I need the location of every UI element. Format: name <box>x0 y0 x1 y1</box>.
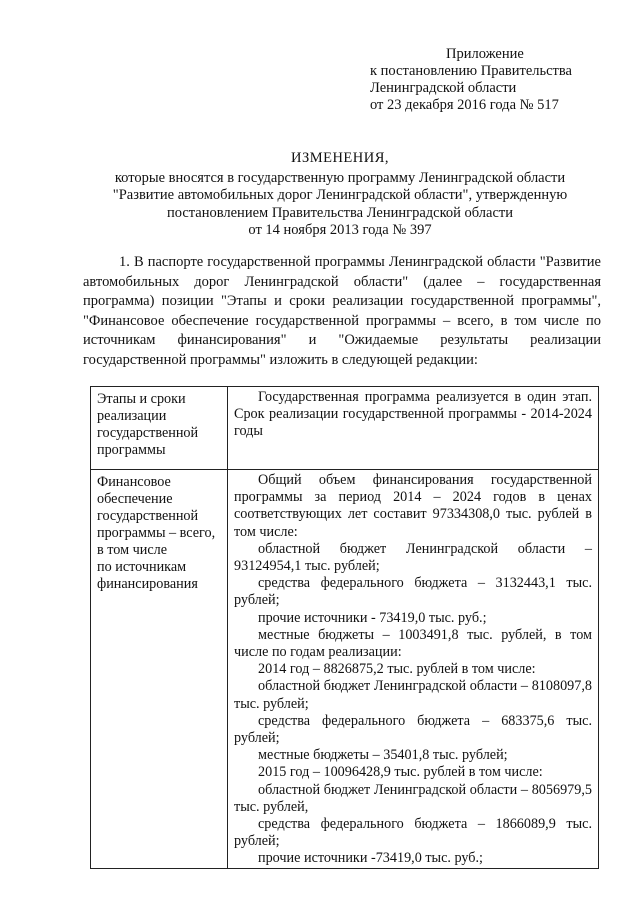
financing-entry: областной бюджет Ленинградской области – 93124954,1 тыс. рублей; <box>234 540 592 575</box>
financing-entry: средства федерального бюджета – 683375,6 тыс. рублей; <box>234 712 592 747</box>
title-line: "Развитие автомобильных дорог Ленинградской области", утвержденную <box>112 187 568 203</box>
financing-cell <box>228 470 599 869</box>
row-label-cell <box>91 470 228 869</box>
table-row <box>91 470 599 869</box>
row-label-line: государственной <box>97 425 199 441</box>
row-label-line: программы – всего, <box>97 525 216 541</box>
row-label-line: финансирования <box>97 576 198 592</box>
appendix-line: к постановлению Правительства <box>370 63 572 79</box>
financing-entry: 2015 год – 10096428,9 тыс. рублей в том числе: <box>258 764 543 781</box>
row-label-line: Финансовое <box>97 474 171 490</box>
appendix-line: Приложение <box>446 46 524 62</box>
title-line: постановлением Правительства Ленинградской области <box>166 204 514 221</box>
row-label-line: Этапы и сроки <box>97 391 186 407</box>
stages-text: Государственная программа реализуется в один этап. Срок реализации государственной программы - 2014-2024 годы <box>234 389 592 440</box>
financing-entry: прочие источники -73419,0 тыс. руб.; <box>258 850 483 867</box>
financing-entry: средства федерального бюджета – 1866089,9 тыс. рублей; <box>234 816 592 850</box>
financing-entry: 2014 год – 8826875,2 тыс. рублей в том числе: <box>258 661 536 678</box>
document-title <box>80 150 600 240</box>
appendix-line: Ленинградской области <box>370 80 517 96</box>
title-heading: ИЗМЕНЕНИЯ, <box>290 150 390 166</box>
financing-entry: областной бюджет Ленинградской области – 8056979,5 тыс. рублей, <box>234 781 592 815</box>
financing-entry: местные бюджеты – 1003491,8 тыс. рублей, в том числе по годам реализации: <box>234 626 592 661</box>
financing-entry: местные бюджеты – 35401,8 тыс. рублей; <box>258 747 508 764</box>
appendix-line: от 23 декабря 2016 года № 517 <box>370 97 559 113</box>
appendix-block <box>370 46 572 114</box>
financing-entry: средства федерального бюджета – 3132443,1 тыс. рублей; <box>234 575 592 609</box>
intro-paragraph: 1. В паспорте государственной программы Ленинградской области "Развитие автомобильных дорог Ленинградской области" (далее – государственная программа) позиции "Этапы и сроки реализации государственной программы", "Финансовое обеспечение государственной программы – всего, в том числе по источникам финансирования" и "Ожидаемые результаты реализации государственной программы" изложить в следующей редакции: <box>83 254 601 368</box>
intro-section <box>83 253 601 370</box>
row-label-line: в том числе <box>97 542 168 558</box>
row-label-line: обеспечение <box>97 491 173 507</box>
row-label-line: программы <box>97 442 166 458</box>
row-label-cell <box>91 387 228 470</box>
row-label-line: реализации <box>97 408 167 424</box>
table-row <box>91 387 599 470</box>
financing-entry: Общий объем финансирования государственной программы за период 2014 – 2024 годов в ценах соответствующих лет составит 97334308,0 тыс. рублей в том числе: <box>234 472 592 540</box>
financing-entry: областной бюджет Ленинградской области – 8108097,8 тыс. рублей; <box>234 678 592 712</box>
row-label-line: по источникам <box>97 559 187 575</box>
row-value-cell <box>228 387 599 470</box>
row-label-line: государственной <box>97 508 199 524</box>
title-line: которые вносятся в государственную программу Ленинградской области <box>114 169 566 186</box>
financing-entry: прочие источники - 73419,0 тыс. руб.; <box>258 609 487 626</box>
passport-table <box>90 386 599 869</box>
title-line: от 14 ноября 2013 года № 397 <box>248 222 432 238</box>
